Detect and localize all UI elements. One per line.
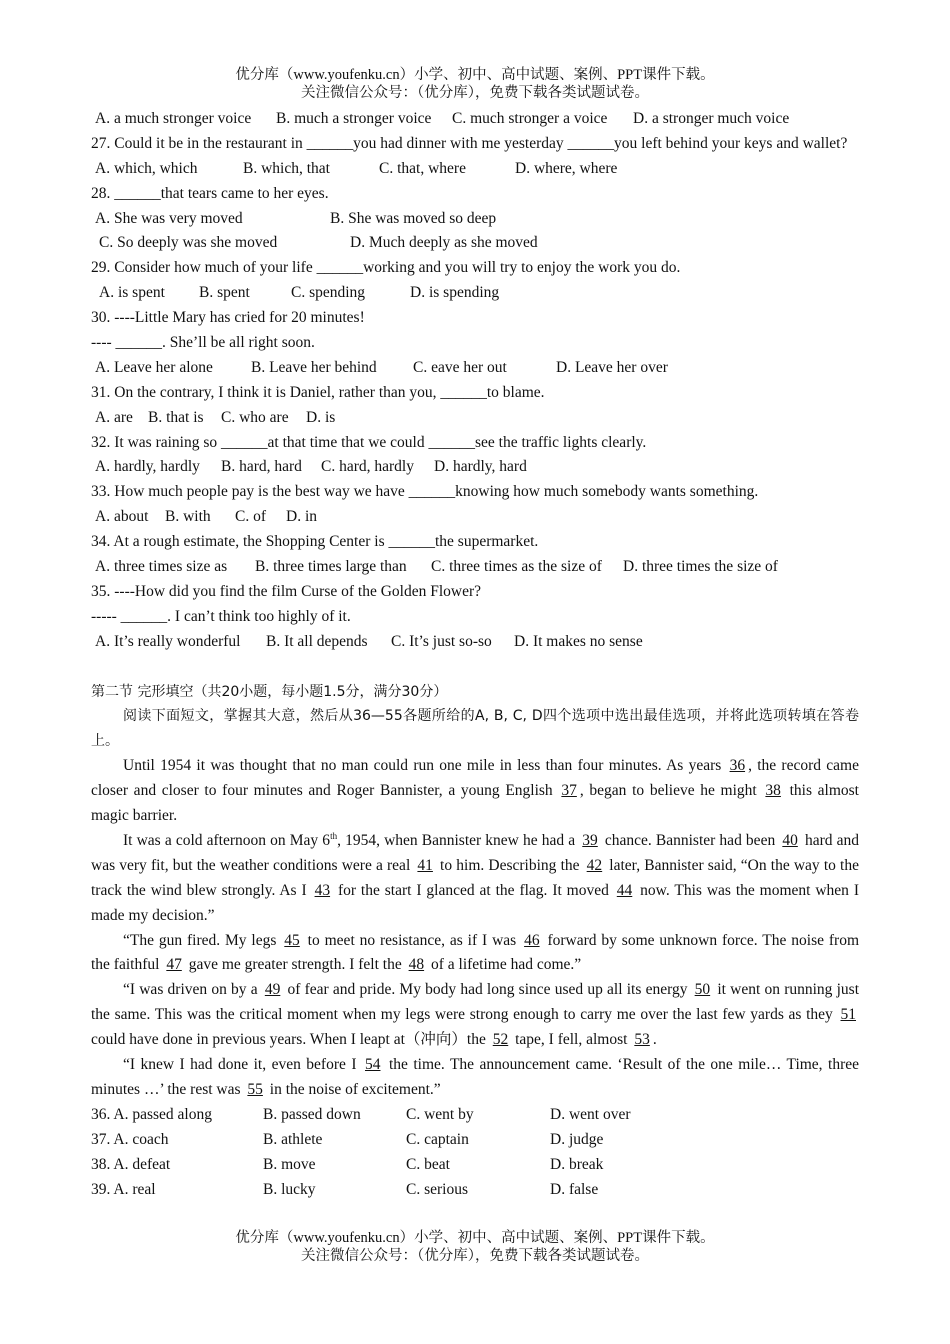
passage-text: “The gun fired. My legs	[123, 931, 282, 949]
q31-option-d: D. is	[306, 408, 336, 426]
q27-option-d: D. where, where	[515, 159, 618, 177]
passage-paragraph-5	[91, 1053, 859, 1103]
q30-stem: 30. ----Little Mary has cried for 20 minutes!	[91, 309, 365, 327]
section-instruction: 阅读下面短文，掌握其大意，然后从36—55各题所给的A, B, C, D四个选项中选出最佳选项，并将此选项转填在答卷上。	[91, 708, 859, 750]
q30-option-b: B. Leave her behind	[251, 358, 377, 376]
passage-text: hard and was very fit, but the weather conditions were a real	[91, 831, 859, 874]
q33-option-d: D. in	[286, 508, 317, 526]
cloze-blank: 38	[765, 782, 781, 800]
cloze-blank: 47	[166, 956, 182, 974]
p2-lead: It was a cold afternoon on May 6	[123, 831, 331, 849]
cloze-blank: 55	[247, 1080, 263, 1098]
q31-stem: 31. On the contrary, I think it is Daniel, rather than you, ______to blame.	[91, 383, 545, 401]
passage-text: , 1954, when Bannister knew he had a	[337, 831, 580, 849]
cloze-blank: 54	[364, 1056, 381, 1074]
q35-option-c: C. It’s just so-so	[391, 632, 492, 650]
cloze-blank: 43	[314, 881, 331, 899]
exam-content	[91, 107, 859, 1202]
q33-stem: 33. How much people pay is the best way we have ______knowing how much somebody wants something.	[91, 483, 759, 501]
q27-option-c: C. that, where	[379, 159, 466, 177]
footer-line-2: 关注微信公众号：（优分库），免费下载各类试题试卷。	[301, 1248, 649, 1264]
q28-option-b: B. She was moved so deep	[330, 209, 497, 227]
passage-paragraph-4	[91, 978, 859, 1053]
passage-text: “I knew I had done it, even before I	[123, 1056, 362, 1074]
q30-option-d: D. Leave her over	[556, 358, 668, 376]
q26-options	[91, 107, 859, 132]
cloze-blank: 39	[582, 831, 598, 849]
q27-option-a: A. which, which	[95, 159, 198, 177]
passage-text: tape, I fell, almost	[511, 1031, 632, 1049]
q32-option-c: C. hard, hardly	[321, 458, 414, 476]
passage-text: the time. The announcement came. ‘Result of the one mile… Time, three minutes …’ the rest was	[91, 1056, 860, 1098]
cloze-blank: 53	[634, 1031, 650, 1049]
q34-option-b: B. three times large than	[255, 558, 407, 576]
passage-text: it went on running just the same. This was the critical moment when my legs were strong enough to carry me over the last few yards as they	[91, 981, 860, 1024]
q29-option-c: C. spending	[291, 284, 366, 302]
page-footer	[0, 1229, 950, 1265]
passage-paragraph-2	[91, 829, 859, 929]
cloze-blank: 51	[840, 1006, 856, 1024]
passage-text: of a lifetime had come.”	[427, 956, 582, 974]
passage-text: , the record came closer and closer to four minutes and Roger Bannister, a young English	[91, 757, 859, 800]
q26-option-a: A. a much stronger voice	[95, 110, 252, 127]
q31-option-c: C. who are	[221, 408, 289, 426]
q39-option-d: D. false	[550, 1180, 599, 1198]
q28-option-a: A. She was very moved	[95, 209, 243, 227]
passage-text: later, Bannister said, “On the way to the track the wind blew strongly. As I	[91, 856, 859, 899]
q32-options	[91, 455, 859, 480]
passage-text: Until 1954 it was thought that no man could run one mile in less than four minutes. As years	[123, 757, 727, 775]
q38-option-b: B. move	[263, 1155, 316, 1173]
passage-text: now. This was the moment when I made my decision.”	[91, 881, 859, 924]
q26-option-c: C. much stronger a voice	[452, 110, 608, 127]
q33-option-b: B. with	[165, 508, 211, 526]
q35-stem: 35. ----How did you find the film Curse of the Golden Flower?	[91, 582, 482, 600]
q30-option-c: C. eave her out	[413, 358, 507, 376]
q32-option-b: B. hard, hard	[221, 458, 302, 476]
passage-text: of fear and pride. My body had long since used up all its energy	[283, 981, 692, 999]
q38-option-c: C. beat	[406, 1155, 450, 1173]
q33-options	[91, 505, 859, 530]
passage-paragraph-3	[91, 929, 859, 979]
q27-stem: 27. Could it be in the restaurant in ______you had dinner with me yesterday ______you left behind your keys and wallet?	[91, 134, 848, 152]
cloze-blank: 37	[561, 782, 577, 800]
q26-option-b: B. much a stronger voice	[276, 110, 432, 127]
passage-text: , began to believe he might	[579, 782, 763, 800]
q35-options	[91, 630, 859, 655]
cloze-blank: 41	[417, 856, 433, 874]
passage-paragraph-1	[91, 754, 859, 829]
q34-stem: 34. At a rough estimate, the Shopping Center is ______the supermarket.	[91, 533, 539, 551]
q34-option-d: D. three times the size of	[623, 558, 778, 576]
answer-row-36	[91, 1103, 859, 1128]
footer-line-1: 优分库（www.youfenku.cn）小学、初中、高中试题、案例、PPT课件下载。	[235, 1230, 715, 1246]
q34-options	[91, 555, 859, 580]
q32-option-a: A. hardly, hardly	[95, 458, 200, 476]
passage-text: gave me greater strength. I felt the	[184, 956, 406, 974]
q29-options	[91, 281, 859, 306]
q28-options-row2	[91, 231, 859, 256]
q30-options	[91, 356, 859, 381]
q33-option-a: A. about	[95, 508, 149, 526]
q26-option-d: D. a stronger much voice	[633, 110, 790, 127]
q32-option-d: D. hardly, hard	[434, 458, 527, 476]
q37-option-c: C. captain	[406, 1130, 469, 1148]
passage-text: .	[652, 1031, 657, 1049]
q36-option-a: 36. A. passed along	[91, 1105, 212, 1123]
cloze-blank: 40	[782, 831, 798, 849]
q27-options	[91, 157, 859, 182]
q30-reply: ---- ______. She’ll be all right soon.	[91, 334, 315, 352]
cloze-blank: 45	[284, 931, 300, 949]
q29-option-b: B. spent	[199, 284, 250, 302]
passage-text: to him. Describing the	[435, 856, 584, 874]
q27-option-b: B. which, that	[243, 159, 330, 177]
header-line-1: 优分库（www.youfenku.cn）小学、初中、高中试题、案例、PPT课件下载。	[235, 67, 715, 83]
q31-option-b: B. that is	[148, 408, 204, 426]
q29-option-a: A. is spent	[99, 284, 165, 302]
passage-text: for the start I glanced at the flag. It moved	[333, 881, 614, 899]
q31-options	[91, 406, 859, 431]
q39-option-a: 39. A. real	[91, 1180, 156, 1198]
passage-text: this almost magic barrier.	[91, 782, 859, 825]
cloze-blank: 44	[616, 881, 633, 899]
q37-option-a: 37. A. coach	[91, 1130, 169, 1148]
q35-option-a: A. It’s really wonderful	[95, 632, 241, 650]
q36-option-d: D. went over	[550, 1105, 631, 1123]
q32-stem: 32. It was raining so ______at that time that we could ______see the traffic lights clearly.	[91, 433, 647, 451]
q34-option-c: C. three times as the size of	[431, 558, 602, 576]
q36-option-c: C. went by	[406, 1105, 474, 1123]
cloze-blank: 49	[264, 981, 281, 999]
answer-row-37	[91, 1128, 859, 1153]
q38-option-a: 38. A. defeat	[91, 1155, 171, 1173]
cloze-blank: 48	[408, 956, 425, 974]
passage-text: “I was driven on by a	[123, 981, 262, 999]
q28-option-c: C. So deeply was she moved	[99, 234, 278, 252]
q35-reply: ----- ______. I can’t think too highly of it.	[91, 607, 351, 625]
q28-options-row1	[91, 207, 859, 232]
q38-option-d: D. break	[550, 1155, 604, 1173]
cloze-blank: 52	[492, 1031, 509, 1049]
cloze-blank: 50	[694, 981, 711, 999]
q34-option-a: A. three times size as	[95, 558, 228, 576]
q29-option-d: D. is spending	[410, 284, 500, 302]
q37-option-b: B. athlete	[263, 1130, 323, 1148]
q29-stem: 29. Consider how much of your life ______working and you will try to enjoy the work you do.	[91, 259, 681, 277]
section-title: 第二节 完形填空（共20小题，每小题1.5分，满分30分）	[91, 683, 448, 700]
answer-row-38	[91, 1153, 859, 1178]
page-header	[0, 66, 950, 102]
passage-text: could have done in previous years. When I leapt at（冲向）the	[91, 1031, 490, 1049]
q35-option-d: D. It makes no sense	[514, 632, 643, 650]
q30-option-a: A. Leave her alone	[95, 358, 213, 376]
passage-text: in the noise of excitement.”	[265, 1080, 441, 1098]
q35-option-b: B. It all depends	[266, 632, 368, 650]
q28-option-d: D. Much deeply as she moved	[350, 234, 538, 252]
q31-option-a: A. are	[95, 408, 133, 426]
cloze-blank: 46	[524, 931, 540, 949]
cloze-blank: 36	[729, 757, 746, 775]
q39-option-b: B. lucky	[263, 1180, 316, 1198]
header-line-2: 关注微信公众号：（优分库），免费下载各类试题试卷。	[301, 85, 649, 101]
q36-option-b: B. passed down	[263, 1105, 361, 1123]
q28-stem: 28. ______that tears came to her eyes.	[91, 184, 329, 202]
passage-text: chance. Bannister had been	[600, 831, 780, 849]
passage-text: to meet no resistance, as if I was	[302, 931, 522, 949]
q39-option-c: C. serious	[406, 1180, 468, 1198]
answer-row-39	[91, 1178, 859, 1203]
q33-option-c: C. of	[235, 508, 266, 526]
cloze-blank: 42	[586, 856, 603, 874]
q37-option-d: D. judge	[550, 1130, 604, 1148]
p2-superscript: th	[330, 830, 338, 841]
passage-text: forward by some unknown force. The noise from the faithful	[91, 931, 860, 974]
